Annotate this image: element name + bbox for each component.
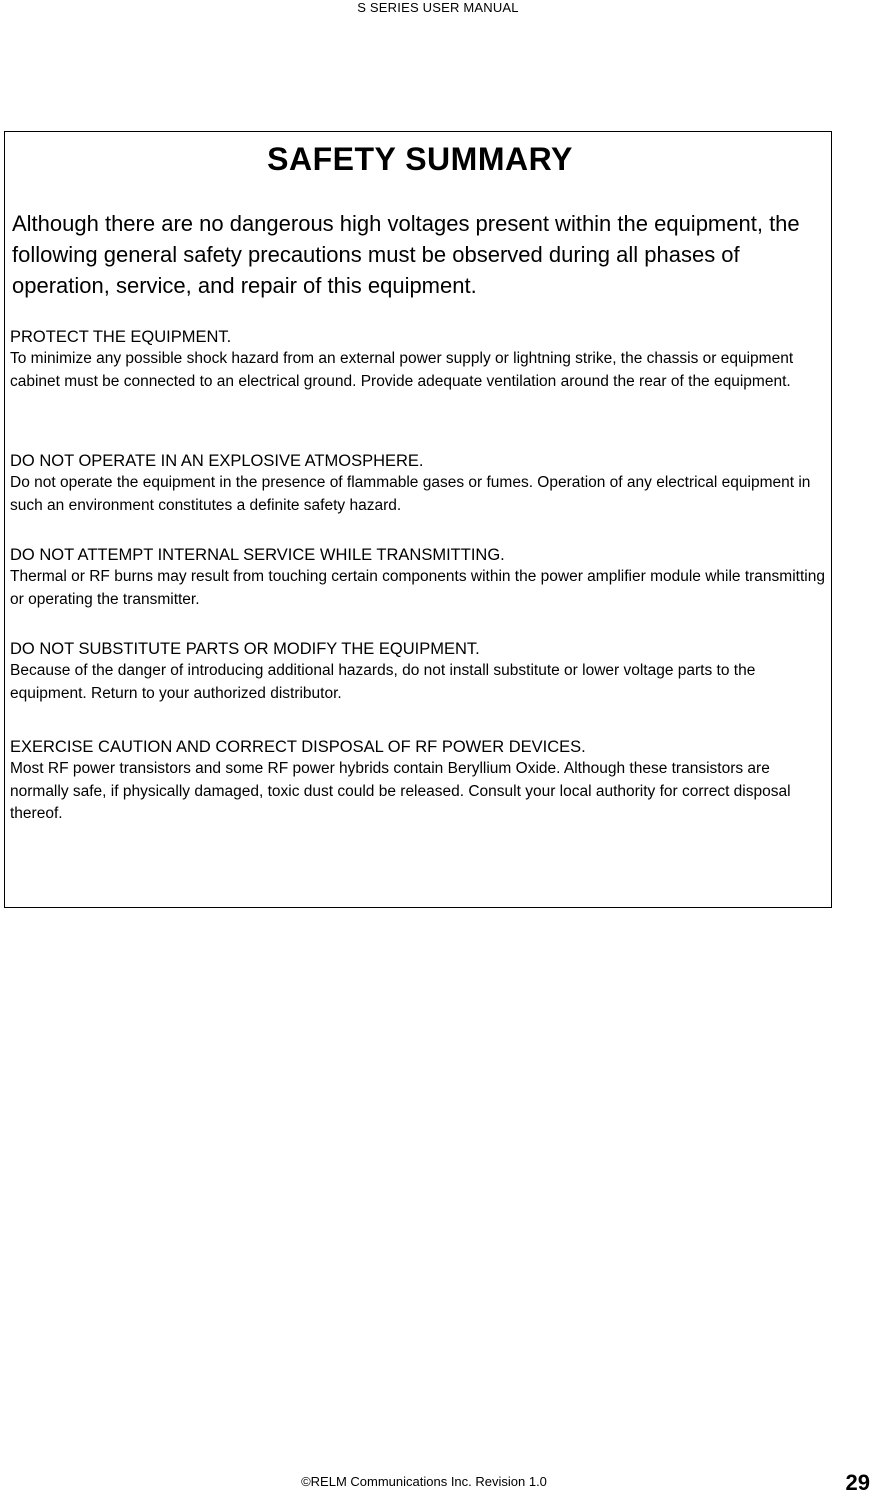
section-body: Most RF power transistors and some RF power hybrids contain Beryllium Oxide. Although these transistors are normally safe, if physically damaged, toxic dust could be released. Consult your local authority for correct disposal thereof. bbox=[10, 760, 791, 822]
page-number: 29 bbox=[845, 1470, 870, 1495]
section-body: Because of the danger of introducing additional hazards, do not install substitute or lower voltage parts to the equipment. Return to your authorized distributor. bbox=[10, 662, 756, 702]
safety-summary-intro: Although there are no dangerous high voltages present within the equipment, the following general safety precautions must be observed during all phases of operation, service, and repair of this equipment. bbox=[12, 211, 800, 298]
section-heading: EXERCISE CAUTION AND CORRECT DISPOSAL OF RF POWER DEVICES. bbox=[10, 738, 586, 756]
section-body: Thermal or RF burns may result from touching certain components within the power amplifier module while transmitting or operating the transmitter. bbox=[10, 568, 825, 608]
safety-summary-title: SAFETY SUMMARY bbox=[267, 141, 573, 177]
safety-section-rf-power-devices bbox=[10, 736, 826, 826]
running-header: S SERIES USER MANUAL bbox=[357, 0, 519, 15]
section-body: Do not operate the equipment in the presence of flammable gases or fumes. Operation of any electrical equipment in such an environment constitutes a definite safety hazard. bbox=[10, 474, 811, 514]
section-body: To minimize any possible shock hazard from an external power supply or lightning strike, the chassis or equipment cabinet must be connected to an electrical ground. Provide adequate ventilation around the rear of the equipment. bbox=[10, 350, 794, 390]
safety-section-explosive-atmosphere bbox=[10, 450, 826, 517]
section-heading: DO NOT ATTEMPT INTERNAL SERVICE WHILE TRANSMITTING. bbox=[10, 546, 505, 564]
safety-section-substitute-parts bbox=[10, 638, 826, 705]
section-heading: DO NOT OPERATE IN AN EXPLOSIVE ATMOSPHERE. bbox=[10, 452, 424, 470]
safety-section-internal-service bbox=[10, 544, 826, 611]
safety-section-protect-equipment bbox=[10, 326, 826, 393]
section-heading: PROTECT THE EQUIPMENT. bbox=[10, 328, 232, 346]
footer-copyright: ©RELM Communications Inc. Revision 1.0 bbox=[301, 1474, 547, 1489]
section-heading: DO NOT SUBSTITUTE PARTS OR MODIFY THE EQUIPMENT. bbox=[10, 640, 480, 658]
